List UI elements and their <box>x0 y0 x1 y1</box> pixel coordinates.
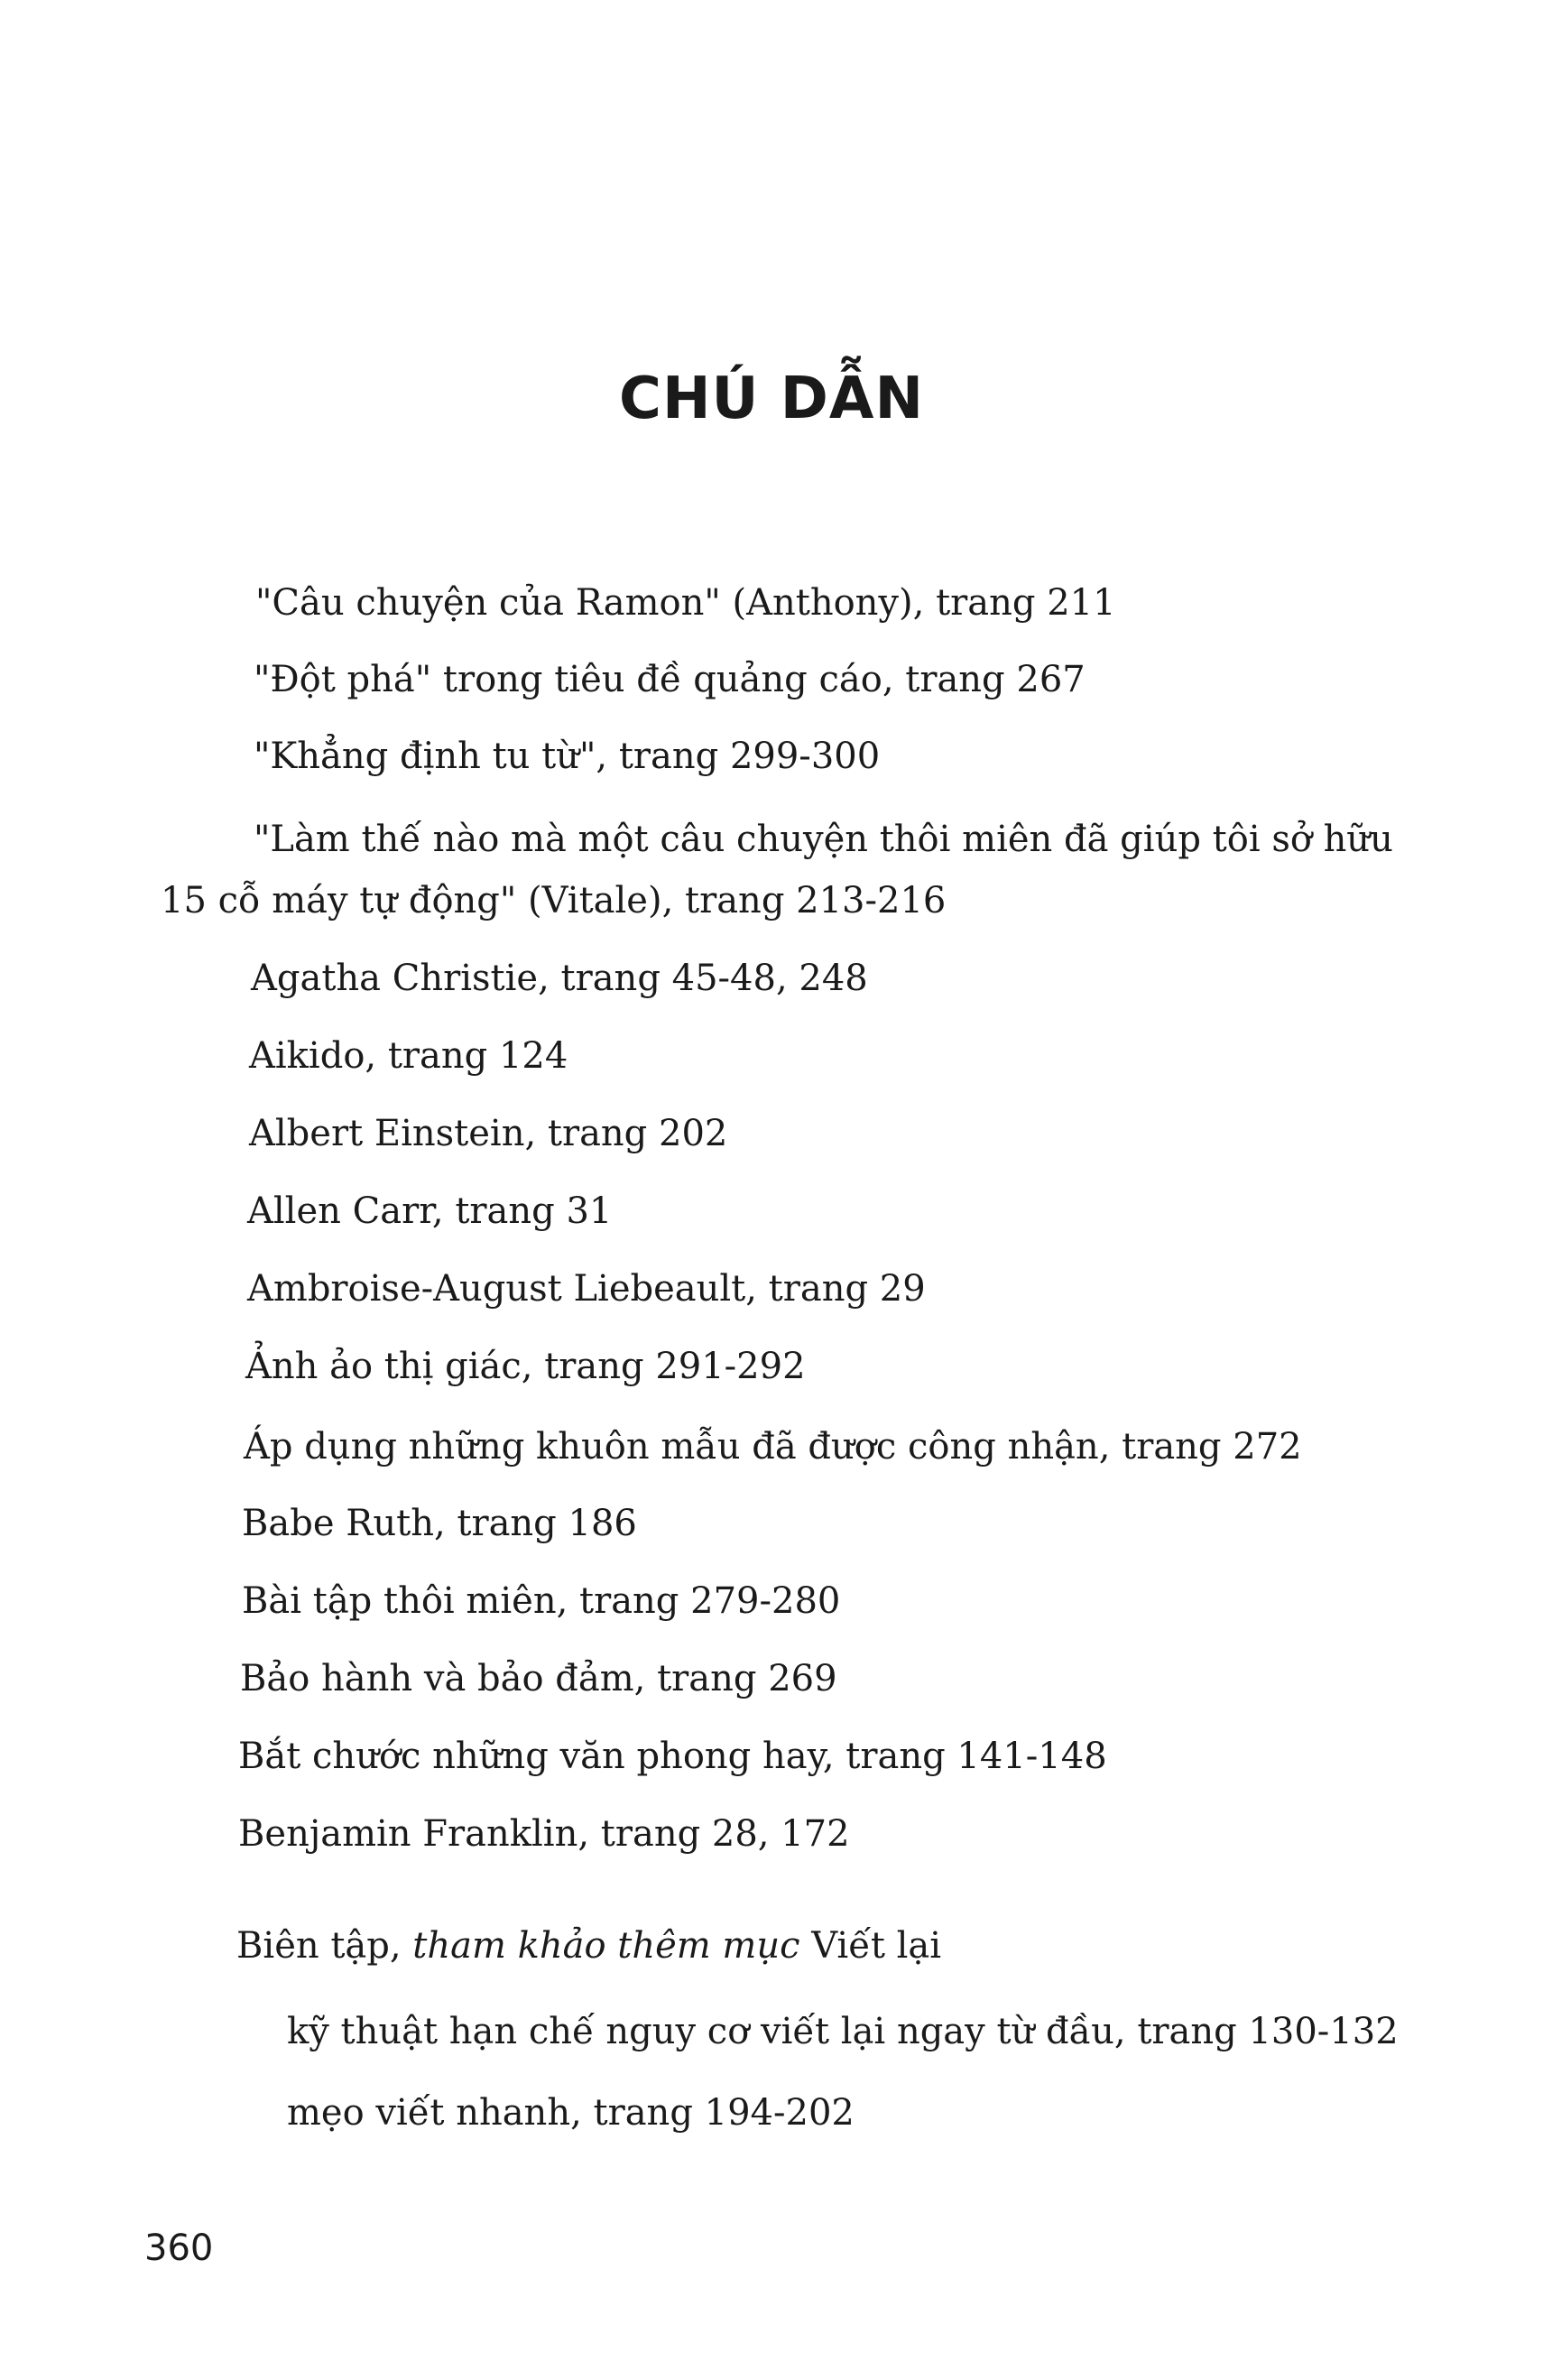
index-entry: Aikido, trang 124 <box>249 1035 568 1077</box>
index-entry: Áp dụng những khuôn mẫu đã được công nhận, trang 272 <box>244 1426 1302 1468</box>
index-entry: Bài tập thôi miên, trang 279-280 <box>242 1580 841 1622</box>
index-entry: Ambroise-August Liebeault, trang 29 <box>247 1268 926 1310</box>
index-entry: "Câu chuyện của Ramon" (Anthony), trang 211 <box>255 582 1116 624</box>
index-entry: Benjamin Franklin, trang 28, 172 <box>238 1813 850 1855</box>
see-also-target: Viết lại <box>799 1925 942 1967</box>
index-entry: Babe Ruth, trang 186 <box>242 1503 637 1544</box>
index-entry: "Làm thế nào mà một câu chuyện thôi miên đã giúp tôi sở hữu <box>254 819 1393 860</box>
page-title: CHÚ DẪN <box>619 366 924 432</box>
see-also-reference: tham khảo thêm mục <box>412 1925 800 1967</box>
index-entry: Albert Einstein, trang 202 <box>249 1113 728 1154</box>
index-entry: "Khẳng định tu từ", trang 299-300 <box>254 736 881 777</box>
index-entry: Bảo hành và bảo đảm, trang 269 <box>240 1658 837 1699</box>
page-number: 360 <box>144 2227 214 2269</box>
index-entry: Ảnh ảo thị giác, trang 291-292 <box>245 1346 806 1387</box>
index-entry: "Đột phá" trong tiêu đề quảng cáo, trang 267 <box>254 659 1086 700</box>
index-entry: Allen Carr, trang 31 <box>247 1190 613 1232</box>
index-entry: Bắt chước những văn phong hay, trang 141-148 <box>238 1736 1107 1777</box>
index-subentry: mẹo viết nhanh, trang 194-202 <box>287 2092 855 2134</box>
index-entry-continuation: 15 cỗ máy tự động" (Vitale), trang 213-216 <box>161 880 947 921</box>
index-entry: Agatha Christie, trang 45-48, 248 <box>251 958 868 999</box>
entry-head: Biên tập, <box>236 1925 413 1967</box>
index-entry-bien-tap <box>236 1921 941 1971</box>
index-subentry: kỹ thuật hạn chế nguy cơ viết lại ngay từ đầu, trang 130-132 <box>287 2011 1399 2052</box>
